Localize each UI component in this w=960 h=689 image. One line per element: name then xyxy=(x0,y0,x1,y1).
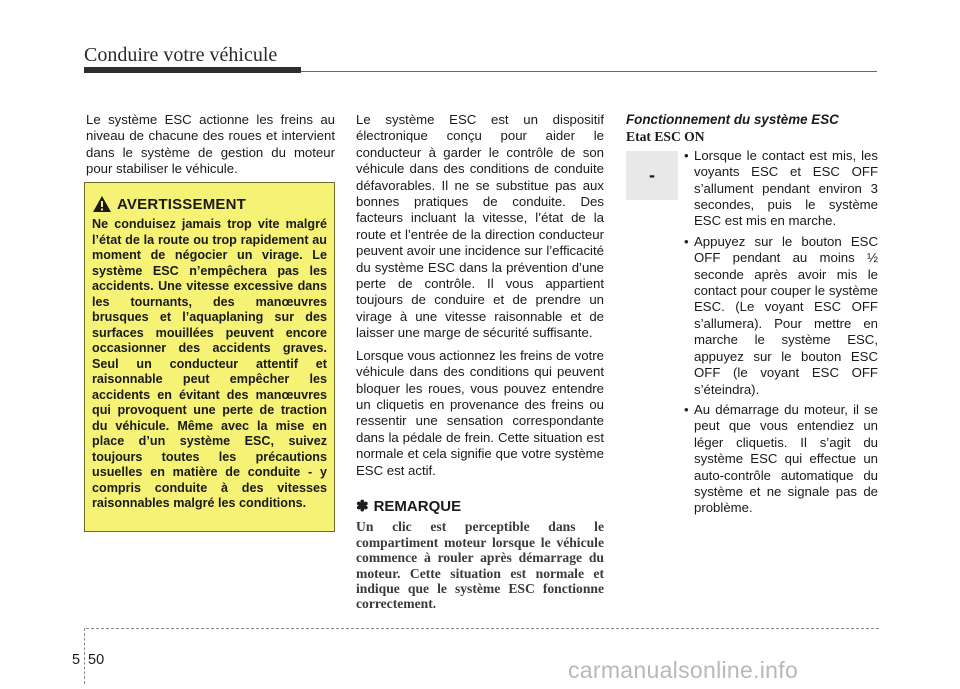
column-left xyxy=(86,112,335,184)
page-title: Conduire votre véhicule xyxy=(84,44,278,66)
warning-title: AVERTISSEMENT xyxy=(117,195,247,213)
subsection-title: Etat ESC ON xyxy=(626,129,705,145)
list-item xyxy=(684,234,878,398)
chapter-number: 5 xyxy=(72,652,81,668)
indicator-placeholder: - xyxy=(626,151,678,200)
asterisk-icon: ✽ xyxy=(356,497,369,515)
warning-text: Ne conduisez jamais trop vite malgré l’état de la route ou trop rapidement au moment de négocier un virage. Le système ESC n’empêchera pas les accidents. Une vitesse excessive dans les tournants, des manœuvres brusques et l’aquaplaning sur des surfaces mouillées peuvent encore occasionner des accidents graves. Seul un conducteur attentif et raisonnable peut empêcher les accidents en évitant des manœuvres qui provoquent une perte de traction du véhicule. Même avec la mise en place d’un système ESC, suivez toujours toutes les précautions usuelles en matière de conduite - y compris conduite à des vitesses raisonnables malgré les conditions. xyxy=(92,217,327,510)
note-title: REMARQUE xyxy=(373,497,462,515)
esc-description-paragraph: Le système ESC est un dispositif électronique conçu pour aider le conducteur à garder le contrôle de son véhicule dans des conditions de conduite défavorables. Il ne se substitue pas aux bonnes pratiques de conduite. Des facteurs incluant la vitesse, l’état de la route et l’entrée de la direction conducteur peuvent avoir une incidence sur l’efficacité du système ESC dans la prévention d’une perte de contrôle. Il vous appartient toujours de conduire et de prendre un virage à une vitesse raisonnable et de laisser une marge de sécurité suffisante. xyxy=(356,112,604,341)
list-item-text: Au démarrage du moteur, il se peut que vous entendiez un léger cliquetis. Il s’agit du système ESC qui effectue un auto-contrôle automatique du système et ne signale pas de problème. xyxy=(694,401,878,516)
section-title: Fonctionnement du système ESC xyxy=(626,112,839,127)
warning-header xyxy=(92,195,327,213)
header-rule xyxy=(301,71,877,72)
footer-vertical-rule xyxy=(84,628,85,684)
page-number: 50 xyxy=(88,652,105,668)
intro-paragraph: Le système ESC actionne les freins au niveau de chacune des roues et intervient dans le système de gestion du moteur pour stabiliser le véhicule. xyxy=(86,112,335,177)
bullet-icon: • xyxy=(684,147,689,163)
note-text: Un clic est perceptible dans le compartiment moteur lorsque le véhicule commence à rouler après démarrage du moteur. Cette situation est normale et indique que le système ESC fonctionne correctement. xyxy=(356,519,604,612)
list-item-text: Appuyez sur le bouton ESC OFF pendant au moins ½ seconde après avoir mis le contact pour couper le système ESC. (Le voyant ESC OFF s’allumera). Pour mettre en marche le système ESC, appuyez sur le bouton ESC OFF (le voyant ESC OFF s’éteindra). xyxy=(694,233,878,397)
bullet-icon: • xyxy=(684,401,689,417)
warning-triangle-icon xyxy=(92,195,112,213)
brakes-paragraph: Lorsque vous actionnez les freins de votre véhicule dans des conditions qui peuvent bloquer les roues, vous pouvez entendre un cliquetis en provenance des freins ou ressentir une sensation correspondante dans la pédale de frein. Cette situation est normale et cela signifie que votre système ESC est actif. xyxy=(356,347,604,478)
header-bar xyxy=(84,67,301,73)
bullet-list xyxy=(684,148,878,517)
list-item-text: Lorsque le contact est mis, les voyants ESC et ESC OFF s’allument pendant environ 3 secondes, puis le système ESC est mis en marche. xyxy=(694,147,878,229)
footer-rule xyxy=(86,628,879,629)
list-item xyxy=(684,402,878,517)
warning-box xyxy=(84,182,335,532)
column-middle xyxy=(356,112,604,618)
watermark: carmanualsonline.info xyxy=(568,657,799,683)
bullet-icon: • xyxy=(684,233,689,249)
list-item xyxy=(684,148,878,230)
note-header xyxy=(356,499,604,515)
